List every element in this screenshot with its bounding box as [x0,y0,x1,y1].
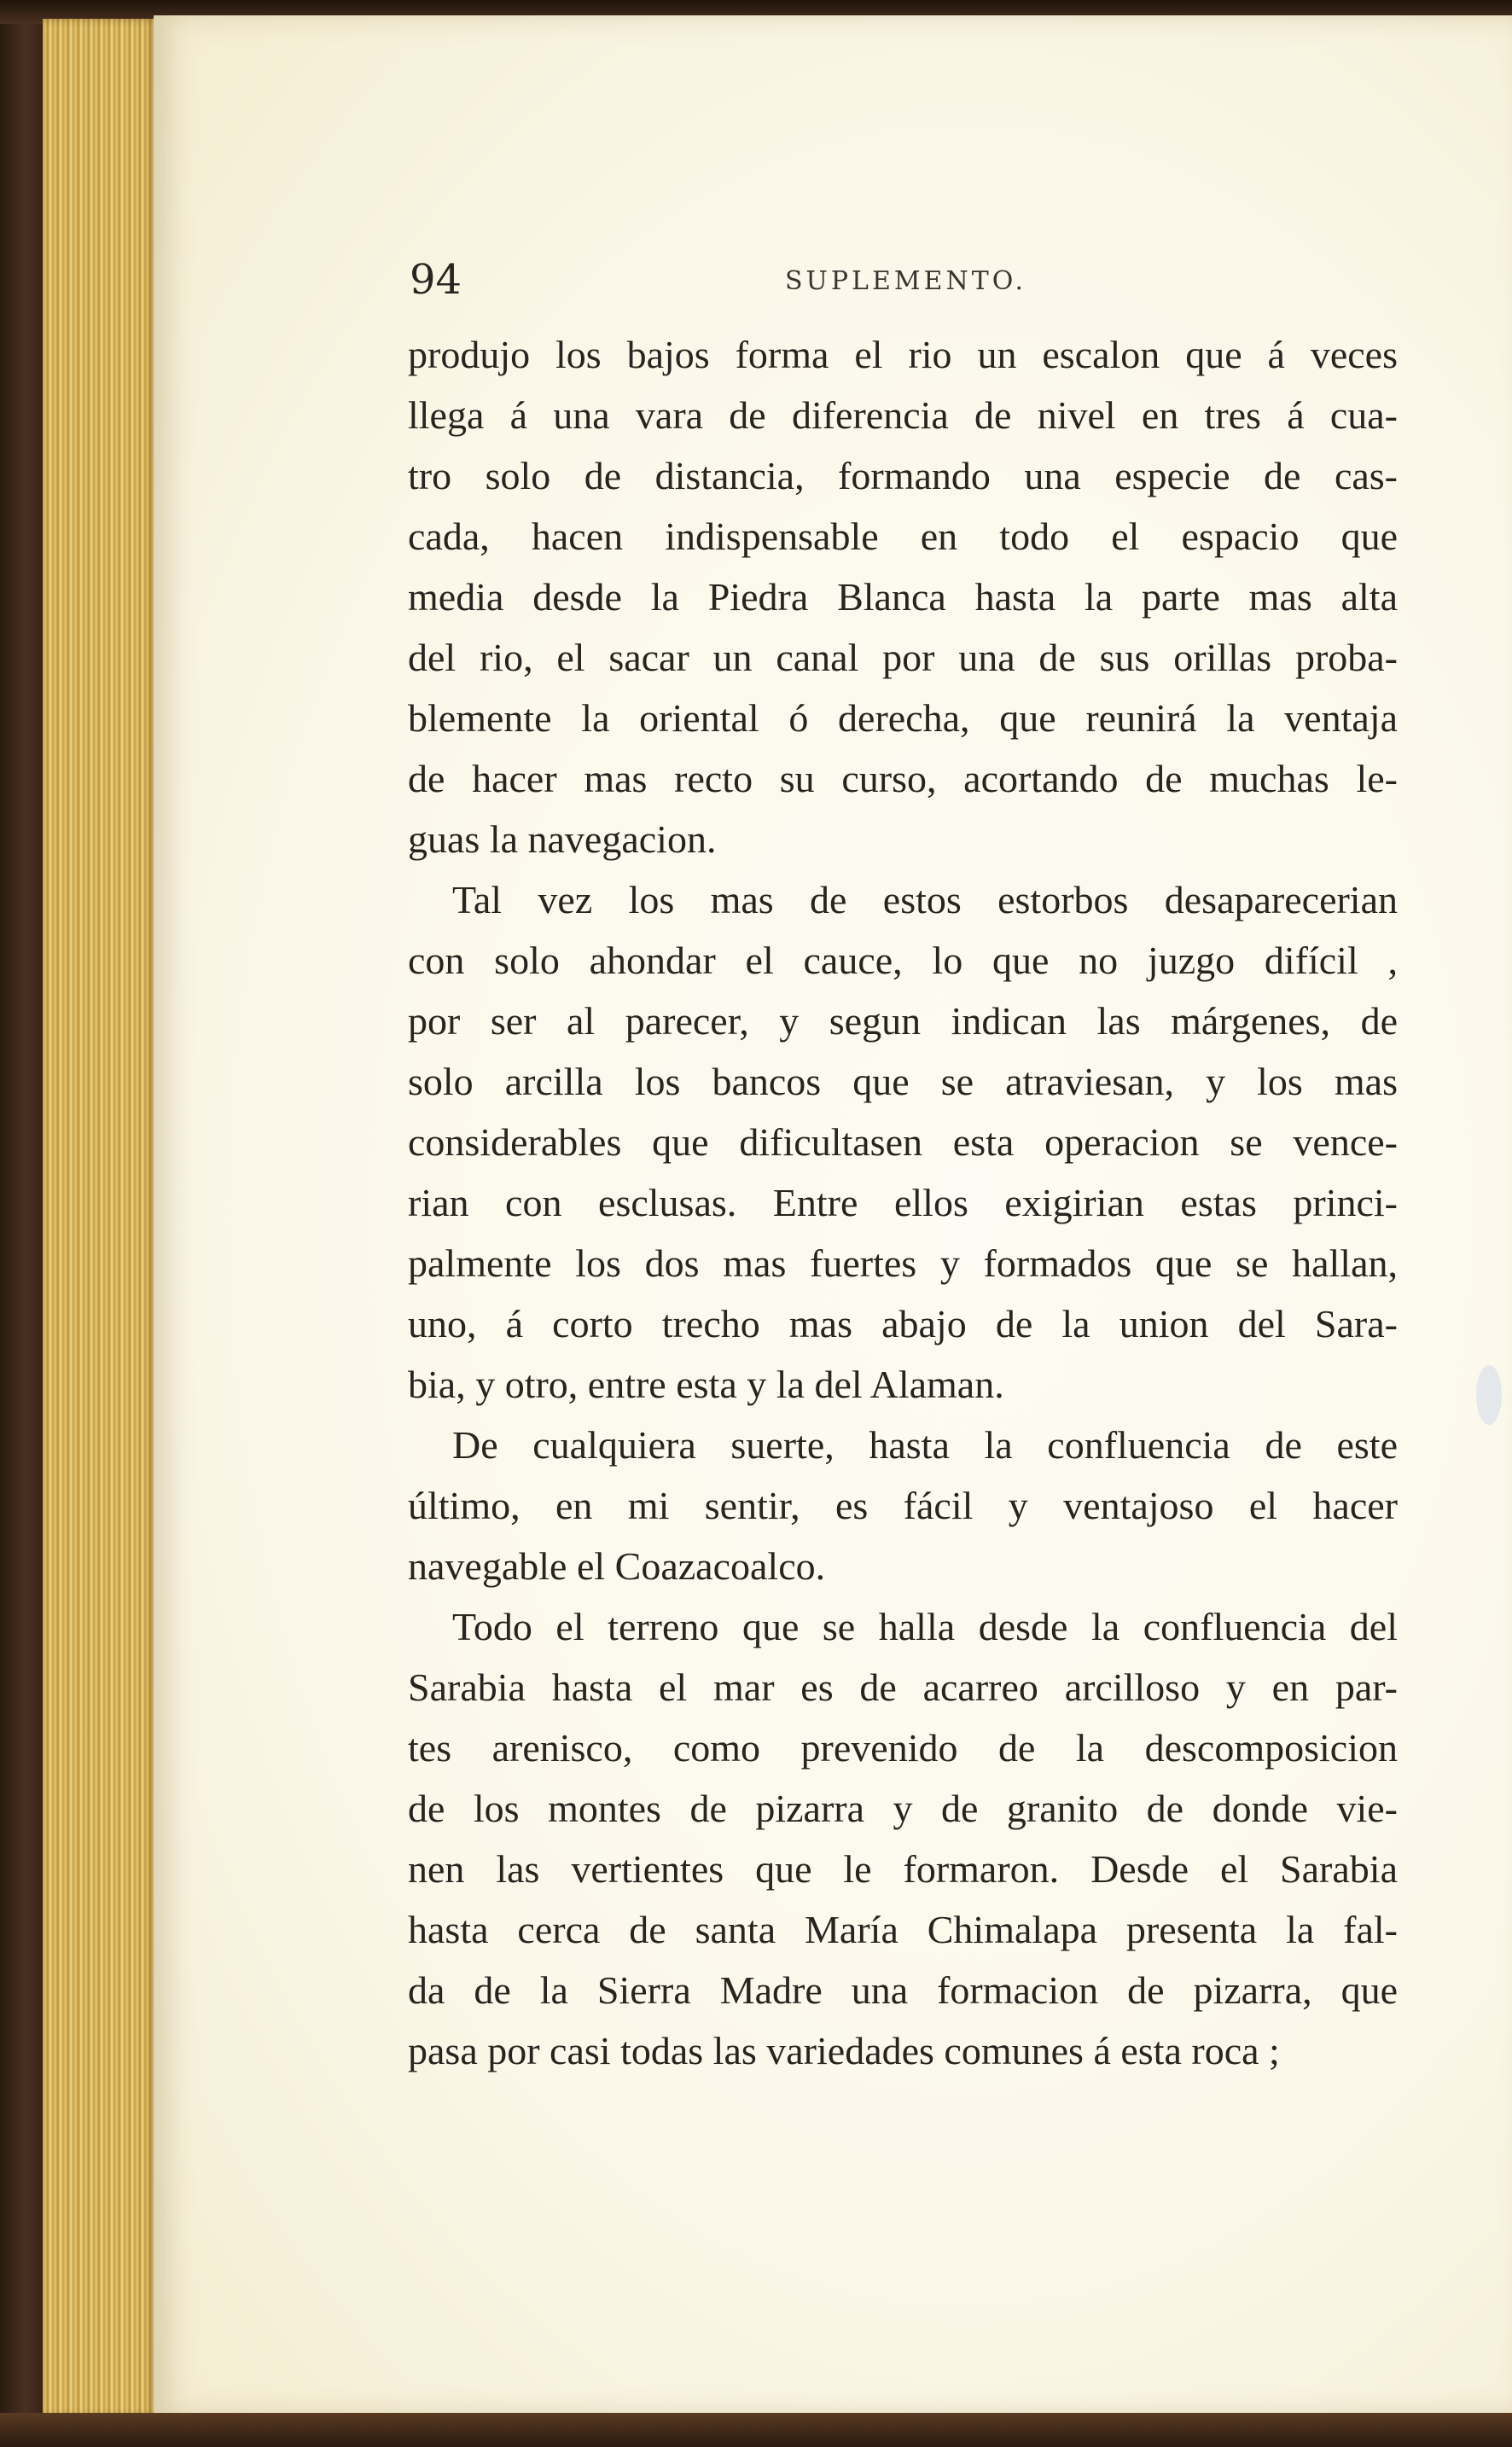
text-line: media desde la Piedra Blanca hasta la parte mas alta [408,575,1398,619]
text-line: produjo los bajos forma el rio un escalon que á veces [408,333,1398,376]
text-line: Tal vez los mas de estos estorbos desaparecerian [452,878,1398,921]
text-line: solo arcilla los bancos que se atraviesan, y los mas [408,1060,1398,1103]
text-line: llega á una vara de diferencia de nivel en tres á cua- [408,393,1398,437]
text-line: del rio, el sacar un canal por una de sus orillas proba- [408,636,1398,679]
text-line: guas la navegacion. [408,817,717,861]
text-line: Todo el terreno que se halla desde la confluencia del [452,1605,1398,1648]
text-line: navegable el Coazacoalco. [408,1544,826,1588]
text-line: hasta cerca de santa María Chimalapa presenta la fal- [408,1908,1398,1951]
text-line: blemente la oriental ó derecha, que reunirá la ventaja [408,696,1398,740]
text-line: pasa por casi todas las variedades comunes á esta roca ; [408,2029,1280,2072]
text-line: De cualquiera suerte, hasta la confluencia de este [452,1423,1398,1467]
running-head [410,256,1027,307]
text-line: último, en mi sentir, es fácil y ventajoso el hacer [408,1484,1398,1527]
text-line: Sarabia hasta el mar es de acarreo arcilloso y en par- [408,1665,1398,1709]
text-line: bia, y otro, entre esta y la del Alaman. [408,1363,1004,1406]
text-line: uno, á corto trecho mas abajo de la union del Sara- [408,1302,1398,1346]
text-line: rian con esclusas. Entre ellos exigirian estas princi- [408,1181,1398,1224]
text-line: cada, hacen indispensable en todo el espacio que [408,514,1398,558]
text-line: palmente los dos mas fuertes y formados que se hallan, [408,1241,1398,1285]
body-text [408,324,1398,2081]
text-line: nen las vertientes que le formaron. Desde el Sarabia [408,1847,1398,1891]
text-line: considerables que dificultasen esta operacion se vence- [408,1120,1398,1164]
text-line: de hacer mas recto su curso, acortando de muchas le- [408,757,1398,800]
page-smudge [1476,1365,1502,1425]
page-number: 94 [410,256,462,304]
text-line: de los montes de pizarra y de granito de donde vie- [408,1787,1398,1830]
book-cover-bottom [0,2413,1512,2447]
text-line: da de la Sierra Madre una formacion de pizarra, que [408,1968,1398,2012]
text-line: tes arenisco, como prevenido de la descomposicion [408,1726,1398,1770]
text-line: por ser al parecer, y segun indican las márgenes, de [408,999,1398,1043]
running-title: SUPLEMENTO. [785,266,1027,296]
text-line: tro solo de distancia, formando una especie de cas- [408,454,1398,497]
gilt-page-edges [43,19,158,2416]
text-line: con solo ahondar el cauce, lo que no juzgo difícil , [408,939,1398,982]
